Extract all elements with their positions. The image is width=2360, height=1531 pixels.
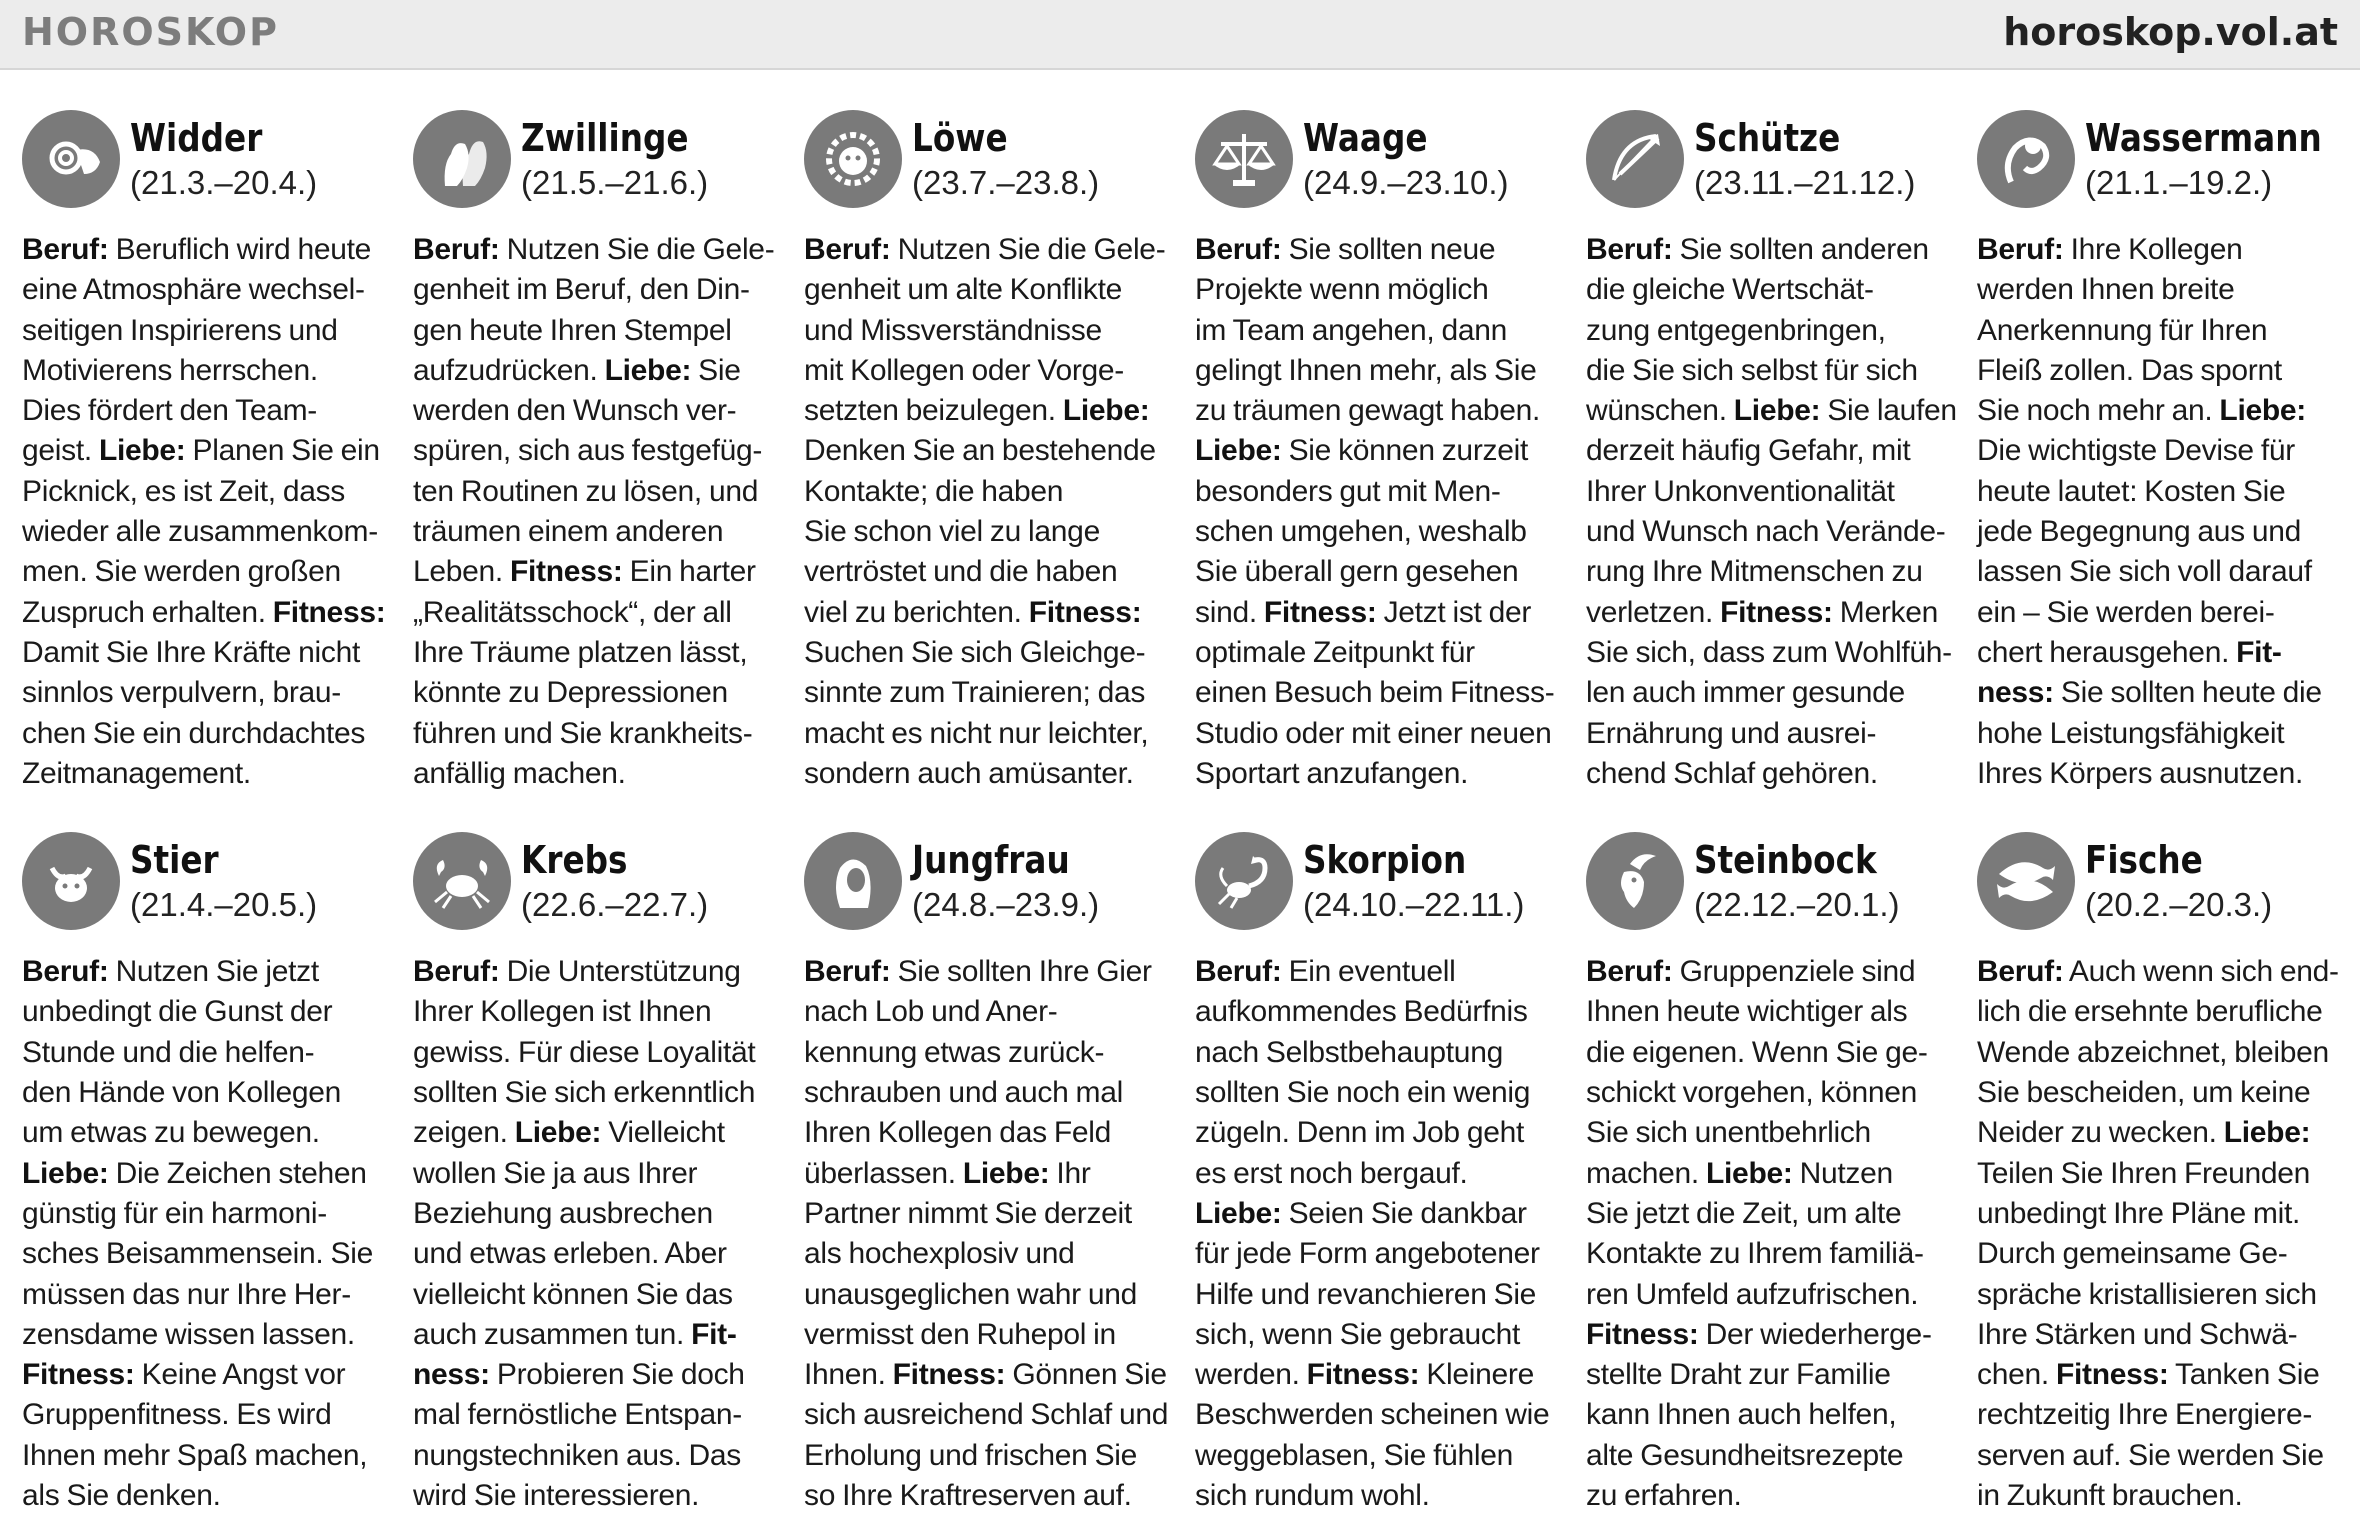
text-segment: werden.: [1195, 1358, 1307, 1392]
text-segment: kennung etwas zurück-: [804, 1035, 1105, 1069]
text-segment: aufkommendes Bedürfnis: [1195, 995, 1528, 1029]
text-segment: für jede Form angebotener: [1195, 1237, 1540, 1271]
horoscope-text: [1586, 952, 1964, 1516]
text-segment: Probieren Sie doch: [489, 1358, 745, 1392]
category-label: Fit-: [691, 1317, 737, 1351]
text-segment: den Hände von Kollegen: [22, 1076, 341, 1110]
text-segment: verletzen.: [1586, 595, 1721, 629]
text-segment: vertröstet und die haben: [804, 555, 1118, 589]
text-segment: Ihre Kollegen: [2063, 233, 2243, 266]
text-segment: Sie sollten neue: [1281, 233, 1496, 266]
sign-name: Löwe: [912, 116, 1008, 160]
text-segment: Beziehung ausbrechen: [413, 1196, 713, 1230]
text-segment: sches Beisammensein. Sie: [22, 1237, 373, 1271]
text-segment: kann Ihnen auch helfen,: [1586, 1398, 1897, 1432]
category-label: Liebe:: [604, 353, 692, 387]
text-segment: Nutzen: [1792, 1156, 1893, 1190]
text-segment: Dies fördert den Team-: [22, 394, 317, 428]
category-label: ness:: [1977, 676, 2054, 710]
category-label: Fit-: [2236, 635, 2282, 669]
text-segment: Ihrer Unkonventionalität: [1586, 474, 1895, 508]
sign-header: [1195, 108, 1569, 220]
text-segment: Motivierens herrschen.: [22, 353, 318, 387]
category-label: Liebe:: [1706, 1156, 1793, 1190]
text-segment: die Sie sich selbst für sich: [1586, 353, 1918, 387]
text-segment: Sie sollten heute die: [2053, 676, 2322, 710]
text-segment: die gleiche Wertschät-: [1586, 273, 1874, 307]
category-label: Liebe:: [22, 1156, 109, 1190]
sign-name: Zwillinge: [521, 116, 689, 160]
category-label: Beruf:: [22, 233, 109, 266]
text-segment: zeigen.: [413, 1116, 515, 1150]
text-segment: auch zusammen tun.: [413, 1317, 692, 1351]
archer-icon: [1586, 110, 1684, 208]
text-segment: Beruflich wird heute: [108, 233, 372, 266]
sign-card-wassermann: [1977, 108, 2351, 794]
scorpion-icon: [1195, 832, 1293, 930]
text-segment: gen heute Ihren Stempel: [413, 313, 732, 347]
text-segment: anfällig machen.: [413, 756, 626, 790]
category-label: Beruf:: [804, 233, 891, 266]
text-segment: vermisst den Ruhepol in: [804, 1317, 1116, 1351]
category-label: Liebe:: [98, 434, 186, 468]
scales-icon: [1195, 110, 1293, 208]
text-segment: die eigenen. Wenn Sie ge-: [1586, 1035, 1928, 1069]
horoscope-text: [22, 230, 400, 794]
text-segment: in Zukunft brauchen.: [1977, 1479, 2243, 1513]
sign-card-zwillinge: [413, 108, 787, 794]
category-label: Beruf:: [413, 955, 500, 989]
text-segment: schen umgehen, weshalb: [1195, 515, 1527, 549]
text-segment: Auch wenn sich end-: [2063, 955, 2339, 989]
horoscope-text: [1195, 230, 1573, 794]
sign-card-stier: [22, 830, 396, 1516]
text-segment: günstig für ein harmoni-: [22, 1196, 327, 1230]
site-url[interactable]: horoskop.vol.at: [2003, 10, 2338, 54]
ram-icon: [22, 110, 120, 208]
sign-card-waage: [1195, 108, 1569, 794]
text-segment: mit Kollegen oder Vorge-: [804, 353, 1124, 387]
category-label: Beruf:: [1586, 955, 1673, 989]
category-label: Beruf:: [1195, 233, 1282, 266]
crab-icon: [413, 832, 511, 930]
text-segment: geist.: [22, 434, 99, 468]
text-segment: heute lautet: Kosten Sie: [1977, 474, 2286, 508]
sign-card-schütze: [1586, 108, 1960, 794]
sign-dates: (23.11.–21.12.): [1694, 164, 1916, 201]
text-segment: Picknick, es ist Zeit, dass: [22, 474, 345, 508]
category-label: Beruf:: [1977, 233, 2064, 266]
category-label: Liebe:: [2219, 394, 2306, 428]
text-segment: sich, wenn Sie gebraucht: [1195, 1317, 1521, 1351]
text-segment: lich die ersehnte berufliche: [1977, 995, 2323, 1029]
text-segment: macht es nicht nur leichter,: [804, 716, 1149, 750]
horoscope-grid: [22, 108, 2342, 1516]
text-segment: sich ausreichend Schlaf und: [804, 1398, 1169, 1432]
text-segment: Teilen Sie Ihren Freunden: [1977, 1156, 2311, 1190]
sign-header: [1586, 108, 1960, 220]
text-segment: Gönnen Sie: [1005, 1358, 1167, 1392]
text-segment: Die Zeichen stehen: [108, 1156, 367, 1190]
text-segment: sinnte zum Trainieren; das: [804, 676, 1146, 710]
sign-card-löwe: [804, 108, 1178, 794]
text-segment: träumen einem anderen: [413, 515, 724, 549]
text-segment: so Ihre Kraftreserven auf.: [804, 1479, 1132, 1513]
text-segment: ren Umfeld aufzufrischen.: [1586, 1277, 1919, 1311]
text-segment: Damit Sie Ihre Kräfte nicht: [22, 635, 361, 669]
category-label: Fitness:: [22, 1358, 135, 1392]
text-segment: rung Ihre Mitmenschen zu: [1586, 555, 1923, 589]
text-segment: Ernährung und ausrei-: [1586, 716, 1877, 750]
text-segment: ten Routinen zu lösen, und: [413, 474, 759, 508]
text-segment: setzten beizulegen.: [804, 394, 1063, 428]
text-segment: werden den Wunsch ver-: [413, 394, 737, 428]
sign-header: [22, 108, 396, 220]
text-segment: Zuspruch erhalten.: [22, 595, 273, 629]
sign-header: [1586, 830, 1960, 942]
text-segment: weggeblasen, Sie fühlen: [1195, 1438, 1514, 1472]
text-segment: jede Begegnung aus und: [1977, 515, 2302, 549]
sign-name: Widder: [130, 116, 263, 160]
page-header: [0, 0, 2360, 70]
text-segment: Ihre Stärken und Schwä-: [1977, 1317, 2298, 1351]
text-segment: Sie sich, dass zum Wohlfüh-: [1586, 635, 1952, 669]
text-segment: wollen Sie ja aus Ihrer: [413, 1156, 698, 1190]
text-segment: Nutzen Sie die Gele-: [499, 233, 775, 266]
text-segment: sind.: [1195, 595, 1264, 629]
sign-name: Steinbock: [1694, 838, 1877, 883]
text-segment: Ein eventuell: [1281, 955, 1456, 989]
text-segment: spüren, sich aus festgefüg-: [413, 434, 763, 468]
text-segment: als Sie denken.: [22, 1479, 221, 1513]
sign-card-steinbock: [1586, 830, 1960, 1516]
text-segment: Sportart anzufangen.: [1195, 756, 1469, 790]
text-segment: Die wichtigste Devise für: [1977, 434, 2295, 468]
text-segment: gelingt Ihnen mehr, als Sie: [1195, 353, 1537, 387]
sign-header: [413, 108, 787, 220]
text-segment: Gruppenziele sind: [1672, 955, 1916, 989]
text-segment: es erst noch bergauf.: [1195, 1156, 1468, 1190]
sign-dates: (21.5.–21.6.): [521, 164, 709, 201]
text-segment: wird Sie interessieren.: [413, 1479, 700, 1513]
text-segment: sollten Sie sich erkenntlich: [413, 1076, 756, 1110]
text-segment: und etwas erleben. Aber: [413, 1237, 727, 1271]
text-segment: „Realitätsschock“, der all: [413, 595, 732, 629]
text-segment: Wende abzeichnet, bleiben: [1977, 1035, 2329, 1069]
text-segment: im Team angehen, dann: [1195, 313, 1508, 347]
text-segment: Erholung und frischen Sie: [804, 1438, 1138, 1472]
text-segment: alte Gesundheitsrezepte: [1586, 1438, 1904, 1472]
text-segment: sollten Sie noch ein wenig: [1195, 1076, 1531, 1110]
horoscope-text: [804, 952, 1182, 1516]
text-segment: vielleicht können Sie das: [413, 1277, 733, 1311]
text-segment: Projekte wenn möglich: [1195, 273, 1489, 307]
text-segment: müssen das nur Ihre Her-: [22, 1277, 351, 1311]
horoscope-text: [1586, 230, 1964, 794]
sign-name: Jungfrau: [912, 838, 1070, 883]
text-segment: Sie bescheiden, um keine: [1977, 1076, 2311, 1110]
text-segment: aufzudrücken.: [413, 353, 605, 387]
sign-header: [804, 108, 1178, 220]
horoscope-text: [804, 230, 1182, 794]
sign-dates: (22.6.–22.7.): [521, 886, 709, 924]
text-segment: wieder alle zusammenkom-: [22, 515, 378, 549]
text-segment: Ein harter: [622, 555, 756, 589]
text-segment: Ihre Träume platzen lässt,: [413, 635, 748, 669]
text-segment: Der wiederherge-: [1698, 1317, 1932, 1351]
text-segment: mal fernöstliche Entspan-: [413, 1398, 742, 1432]
text-segment: chert herausgehen.: [1977, 635, 2237, 669]
text-segment: stellte Draht zur Familie: [1586, 1358, 1891, 1392]
text-segment: Fleiß zollen. Das spornt: [1977, 353, 2282, 387]
text-segment: spräche kristallisieren sich: [1977, 1277, 2317, 1311]
text-segment: seitigen Inspirierens und: [22, 313, 338, 347]
horoscope-text: [1977, 952, 2355, 1516]
category-label: Fitness:: [892, 1358, 1006, 1392]
sign-dates: (21.4.–20.5.): [130, 886, 318, 924]
text-segment: als hochexplosiv und: [804, 1237, 1075, 1271]
text-segment: chen.: [1977, 1358, 2056, 1392]
text-segment: Anerkennung für Ihren: [1977, 313, 2268, 347]
text-segment: Sie sollten anderen: [1672, 233, 1929, 266]
text-segment: führen und Sie krankheits-: [413, 716, 753, 750]
text-segment: Kleinere: [1419, 1358, 1535, 1392]
text-segment: Leben.: [413, 555, 510, 589]
text-segment: besonders gut mit Men-: [1195, 474, 1501, 508]
category-label: Liebe:: [1195, 1196, 1282, 1230]
text-segment: wünschen.: [1586, 394, 1734, 428]
category-label: Fitness:: [1263, 595, 1377, 629]
sign-name: Skorpion: [1303, 838, 1467, 883]
sign-header: [1195, 830, 1569, 942]
lion-icon: [804, 110, 902, 208]
text-segment: Durch gemeinsame Ge-: [1977, 1237, 2288, 1271]
text-segment: genheit um alte Konflikte: [804, 273, 1123, 307]
text-segment: Ihren Kollegen das Feld: [804, 1116, 1111, 1150]
sign-name: Krebs: [521, 838, 628, 883]
text-segment: Denken Sie an bestehende: [804, 434, 1156, 468]
text-segment: serven auf. Sie werden Sie: [1977, 1438, 2324, 1472]
category-label: Fitness:: [2055, 1358, 2169, 1392]
text-segment: Seien Sie dankbar: [1281, 1196, 1527, 1230]
water-bearer-icon: [1977, 110, 2075, 208]
category-label: Beruf:: [1586, 233, 1673, 266]
sign-card-skorpion: [1195, 830, 1569, 1516]
text-segment: zensdame wissen lassen.: [22, 1317, 355, 1351]
text-segment: len auch immer gesunde: [1586, 676, 1905, 710]
horoscope-text: [1195, 952, 1573, 1516]
text-segment: men. Sie werden großen: [22, 555, 341, 589]
text-segment: Sie sollten Ihre Gier: [890, 955, 1152, 989]
sign-header: [22, 830, 396, 942]
text-segment: Sie jetzt die Zeit, um alte: [1586, 1196, 1902, 1230]
text-segment: einen Besuch beim Fitness-: [1195, 676, 1555, 710]
text-segment: unbedingt die Gunst der: [22, 995, 333, 1029]
text-segment: Stunde und die helfen-: [22, 1035, 315, 1069]
text-segment: überlassen.: [804, 1156, 963, 1190]
text-segment: Vielleicht: [601, 1116, 725, 1150]
twins-icon: [413, 110, 511, 208]
section-title: HOROSKOP: [22, 10, 279, 54]
text-segment: machen.: [1586, 1156, 1706, 1190]
text-segment: Beschwerden scheinen wie: [1195, 1398, 1550, 1432]
virgin-icon: [804, 832, 902, 930]
category-label: Fitness:: [1586, 1317, 1699, 1351]
text-segment: hohe Leistungsfähigkeit: [1977, 716, 2285, 750]
text-segment: Sie schon viel zu lange: [804, 515, 1100, 549]
text-segment: ein – Sie werden berei-: [1977, 595, 2275, 629]
category-label: Liebe:: [1062, 394, 1150, 428]
text-segment: Ihnen heute wichtiger als: [1586, 995, 1908, 1029]
sign-name: Waage: [1303, 116, 1428, 160]
category-label: Beruf:: [804, 955, 891, 989]
category-label: Fitness:: [1306, 1358, 1420, 1392]
text-segment: nach Selbstbehauptung: [1195, 1035, 1503, 1069]
text-segment: Planen Sie ein: [185, 434, 380, 468]
text-segment: viel zu berichten.: [804, 595, 1029, 629]
text-segment: werden Ihnen breite: [1977, 273, 2235, 307]
category-label: Beruf:: [22, 955, 109, 989]
horoscope-text: [1977, 230, 2355, 794]
fish-icon: [1977, 832, 2075, 930]
text-segment: Zeitmanagement.: [22, 756, 251, 790]
text-segment: um etwas zu bewegen.: [22, 1116, 320, 1150]
sign-dates: (23.7.–23.8.): [912, 164, 1100, 201]
sign-name: Wassermann: [2085, 116, 2322, 160]
text-segment: zung entgegenbringen,: [1586, 313, 1886, 347]
bull-icon: [22, 832, 120, 930]
text-segment: sinnlos verpulvern, brau-: [22, 676, 341, 710]
text-segment: Ihnen.: [804, 1358, 893, 1392]
horoscope-text: [22, 952, 400, 1516]
text-segment: Tanken Sie: [2168, 1358, 2320, 1392]
text-segment: sondern auch amüsanter.: [804, 756, 1134, 790]
category-label: Fitness:: [1028, 595, 1142, 629]
text-segment: unausgeglichen wahr und: [804, 1277, 1138, 1311]
text-segment: Sie können zurzeit: [1281, 434, 1528, 468]
goat-icon: [1586, 832, 1684, 930]
category-label: ness:: [413, 1358, 490, 1392]
sign-dates: (22.12.–20.1.): [1694, 886, 1900, 924]
text-segment: Ihr: [1049, 1156, 1091, 1190]
text-segment: zügeln. Denn im Job geht: [1195, 1116, 1525, 1150]
sign-name: Fische: [2085, 838, 2203, 883]
category-label: Beruf:: [413, 233, 500, 266]
category-label: Liebe:: [2223, 1116, 2311, 1150]
text-segment: Nutzen Sie jetzt: [108, 955, 319, 989]
text-segment: schrauben und auch mal: [804, 1076, 1123, 1110]
text-segment: Kontakte zu Ihrem familiä-: [1586, 1237, 1924, 1271]
category-label: Beruf:: [1195, 955, 1282, 989]
sign-dates: (21.1.–19.2.): [2085, 164, 2273, 201]
category-label: Liebe:: [1733, 394, 1821, 428]
text-segment: Nutzen Sie die Gele-: [890, 233, 1166, 266]
text-segment: Neider zu wecken.: [1977, 1116, 2224, 1150]
text-segment: und Missverständnisse: [804, 313, 1102, 347]
text-segment: gewiss. Für diese Loyalität: [413, 1035, 756, 1069]
category-label: Liebe:: [962, 1156, 1050, 1190]
text-segment: Gruppenfitness. Es wird: [22, 1398, 332, 1432]
text-segment: Kontakte; die haben: [804, 474, 1064, 508]
category-label: Fitness:: [272, 595, 386, 629]
text-segment: Ihres Körpers ausnutzen.: [1977, 756, 2303, 790]
category-label: Fitness:: [1720, 595, 1833, 629]
text-segment: könnte zu Depressionen: [413, 676, 728, 710]
text-segment: Keine Angst vor: [134, 1358, 346, 1392]
text-segment: zu erfahren.: [1586, 1479, 1742, 1513]
text-segment: derzeit häufig Gefahr, mit: [1586, 434, 1911, 468]
text-segment: nungstechniken aus. Das: [413, 1438, 741, 1472]
text-segment: optimale Zeitpunkt für: [1195, 635, 1475, 669]
sign-card-krebs: [413, 830, 787, 1516]
horoscope-text: [413, 230, 791, 794]
text-segment: Sie sich unentbehrlich: [1586, 1116, 1871, 1150]
text-segment: sich rundum wohl.: [1195, 1479, 1430, 1513]
sign-name: Schütze: [1694, 116, 1841, 160]
sign-header: [413, 830, 787, 942]
sign-card-jungfrau: [804, 830, 1178, 1516]
text-segment: chen Sie ein durchdachtes: [22, 716, 366, 750]
text-segment: nach Lob und Aner-: [804, 995, 1058, 1029]
sign-name: Stier: [130, 838, 219, 883]
text-segment: Die Unterstützung: [499, 955, 741, 989]
text-segment: rechtzeitig Ihre Energiere-: [1977, 1398, 2313, 1432]
text-segment: Partner nimmt Sie derzeit: [804, 1196, 1132, 1230]
sign-header: [1977, 830, 2351, 942]
text-segment: eine Atmosphäre wechsel-: [22, 273, 365, 307]
sign-dates: (24.8.–23.9.): [912, 886, 1100, 924]
text-segment: genheit im Beruf, den Din-: [413, 273, 750, 307]
text-segment: unbedingt Ihre Pläne mit.: [1977, 1196, 2301, 1230]
sign-card-widder: [22, 108, 396, 794]
category-label: Beruf:: [1977, 955, 2064, 989]
category-label: Liebe:: [514, 1116, 602, 1150]
sign-dates: (24.10.–22.11.): [1303, 886, 1525, 924]
text-segment: Hilfe und revanchieren Sie: [1195, 1277, 1537, 1311]
sign-dates: (24.9.–23.10.): [1303, 164, 1509, 201]
sign-header: [804, 830, 1178, 942]
sign-card-fische: [1977, 830, 2351, 1516]
text-segment: Sie laufen: [1820, 394, 1957, 428]
text-segment: Suchen Sie sich Gleichge-: [804, 635, 1146, 669]
text-segment: Ihrer Kollegen ist Ihnen: [413, 995, 712, 1029]
text-segment: Sie noch mehr an.: [1977, 394, 2220, 428]
text-segment: Sie überall gern gesehen: [1195, 555, 1519, 589]
text-segment: Studio oder mit einer neuen: [1195, 716, 1552, 750]
text-segment: lassen Sie sich voll darauf: [1977, 555, 2312, 589]
text-segment: chend Schlaf gehören.: [1586, 756, 1878, 790]
text-segment: Ihnen mehr Spaß machen,: [22, 1438, 368, 1472]
text-segment: und Wunsch nach Verände-: [1586, 515, 1946, 549]
category-label: Liebe:: [1195, 434, 1282, 468]
text-segment: schickt vorgehen, können: [1586, 1076, 1918, 1110]
text-segment: Merken: [1832, 595, 1939, 629]
sign-dates: (21.3.–20.4.): [130, 164, 318, 201]
horoscope-text: [413, 952, 791, 1516]
text-segment: Sie: [691, 353, 741, 387]
category-label: Fitness:: [510, 555, 623, 589]
text-segment: zu träumen gewagt haben.: [1195, 394, 1541, 428]
sign-header: [1977, 108, 2351, 220]
sign-dates: (20.2.–20.3.): [2085, 886, 2273, 924]
text-segment: Jetzt ist der: [1376, 595, 1532, 629]
